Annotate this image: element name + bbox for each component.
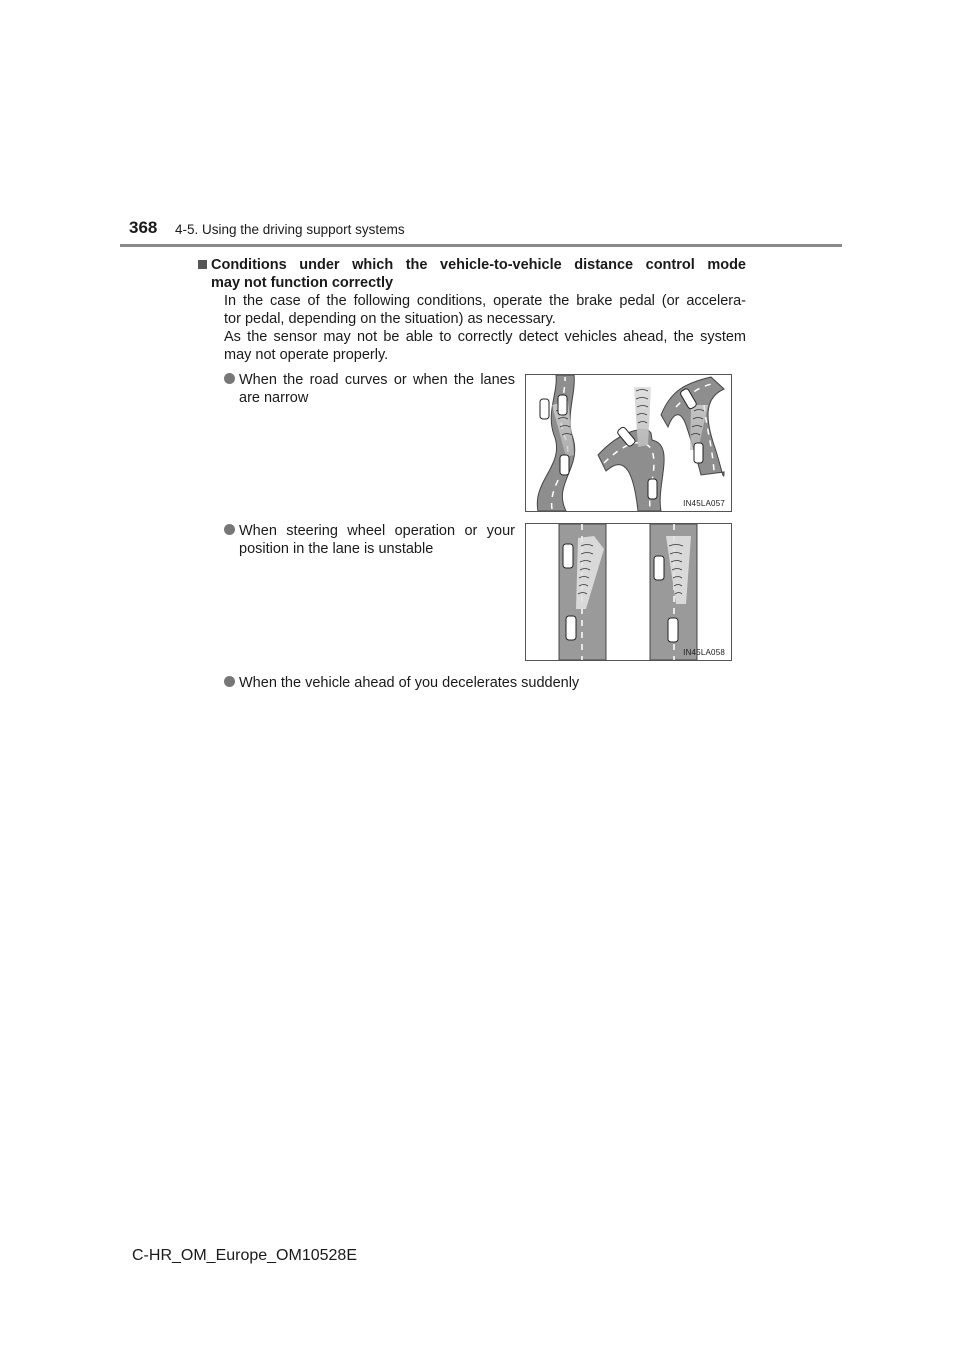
figure-curved-roads bbox=[525, 374, 732, 512]
intro-line-1: In the case of the following conditions, operate the brake pedal (or accelera- bbox=[224, 293, 746, 309]
bullet-dot-icon bbox=[224, 524, 235, 535]
bullet-2-line-1: When steering wheel operation or your bbox=[239, 523, 515, 539]
intro-paragraph bbox=[224, 292, 746, 364]
bullet-3-line-1: When the vehicle ahead of you decelerates suddenly bbox=[239, 675, 580, 691]
bullet-curved-road bbox=[239, 371, 515, 407]
conditions-heading bbox=[211, 256, 746, 292]
car-icon bbox=[694, 443, 703, 463]
figure-code: IN45LA058 bbox=[683, 648, 725, 657]
document-footer: C-HR_OM_Europe_OM10528E bbox=[132, 1247, 357, 1264]
intro-line-3: As the sensor may not be able to correctly detect vehicles ahead, the system bbox=[224, 329, 746, 345]
header-divider bbox=[120, 244, 842, 247]
car-icon bbox=[648, 479, 657, 499]
bullet-1-line-2: are narrow bbox=[239, 390, 309, 406]
car-icon bbox=[558, 395, 567, 415]
heading-line-2: may not function correctly bbox=[211, 275, 394, 291]
unstable-position-illustration bbox=[526, 524, 731, 660]
bullet-sudden-deceleration bbox=[239, 674, 759, 692]
section-title: 4-5. Using the driving support systems bbox=[175, 222, 405, 237]
bullet-dot-icon bbox=[224, 373, 235, 384]
car-icon bbox=[563, 544, 573, 568]
curved-roads-illustration bbox=[526, 375, 731, 511]
car-icon bbox=[566, 616, 576, 640]
bullet-1-line-1: When the road curves or when the lanes bbox=[239, 372, 515, 388]
car-icon bbox=[540, 399, 549, 419]
intro-line-2: tor pedal, depending on the situation) as necessary. bbox=[224, 311, 556, 327]
car-icon bbox=[560, 455, 569, 475]
car-icon bbox=[668, 618, 678, 642]
page-number: 368 bbox=[129, 218, 158, 237]
car-icon bbox=[654, 556, 664, 580]
bullet-dot-icon bbox=[224, 676, 235, 687]
square-bullet-icon bbox=[198, 260, 207, 269]
intro-line-4: may not operate properly. bbox=[224, 347, 389, 363]
figure-code: IN45LA057 bbox=[683, 499, 725, 508]
bullet-2-line-2: position in the lane is unstable bbox=[239, 541, 434, 557]
heading-line-1: Conditions under which the vehicle-to-vehicle distance control mode bbox=[211, 257, 746, 273]
figure-unstable-position bbox=[525, 523, 732, 661]
bullet-unstable-steering bbox=[239, 522, 515, 558]
